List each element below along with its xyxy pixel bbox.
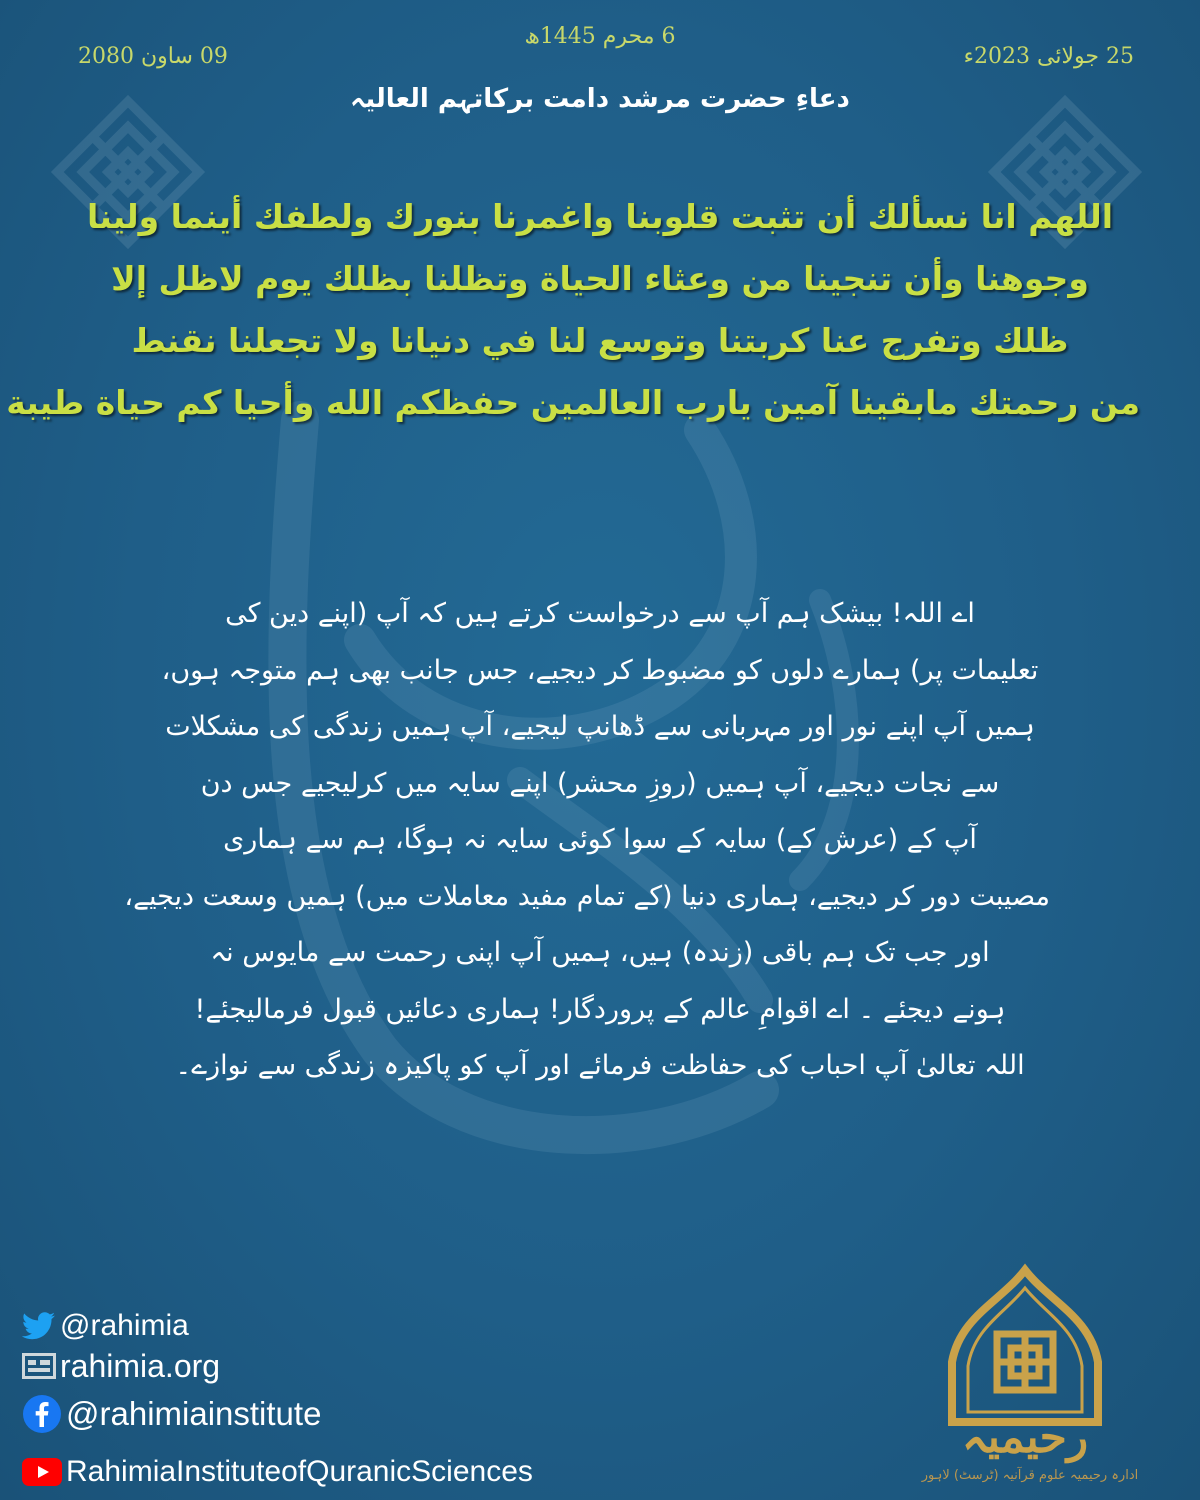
rahimia-emblem bbox=[900, 1262, 1190, 1500]
twitter-icon bbox=[22, 1312, 56, 1340]
bikrami-date: 09 ساون 2080 bbox=[78, 44, 228, 69]
urdu-line: اللہ تعالیٰ آپ احباب کی حفاظت فرمائے اور آپ کو پاکیزہ زندگی سے نوازے۔ bbox=[175, 1050, 1025, 1081]
urdu-line: اور جب تک ہم باقی (زندہ) ہیں، ہمیں آپ اپنی رحمت سے مایوس نہ bbox=[210, 937, 990, 968]
facebook-handle: @rahimiainstitute bbox=[66, 1395, 322, 1432]
youtube-icon bbox=[22, 1458, 62, 1486]
twitter-handle: @rahimia bbox=[60, 1309, 189, 1342]
arabic-line: ظلك وتفرج عنا كربتنا وتوسع لنا في دنيانا ولا تجعلنا نقنط bbox=[131, 321, 1069, 360]
hijri-date: 6 محرم 1445ھ bbox=[524, 24, 676, 49]
urdu-line: آپ کے (عرش کے) سایہ کے سوا کوئی سایہ نہ ہوگا، ہم سے ہماری bbox=[223, 824, 977, 855]
logo-wordmark: رحیمیہ bbox=[961, 1412, 1089, 1463]
page-title: دعاءِ حضرت مرشد دامت برکاتہم العالیہ bbox=[350, 84, 850, 114]
arabic-line: اللهم انا نسألك أن تثبت قلوبنا واغمرنا بنورك ولطفك أينما ولينا bbox=[86, 197, 1114, 236]
arabic-dua bbox=[6, 186, 1140, 434]
urdu-line: ہونے دیجئے ۔ اے اقوامِ عالم کے پروردگار! ہماری دعائیں قبول فرمالیجئے! bbox=[194, 993, 1006, 1025]
facebook-icon bbox=[22, 1394, 62, 1434]
urdu-translation bbox=[124, 586, 1050, 1095]
arabic-line: وجوهنا وأن تنجينا من وعثاء الحياة وتظلنا بظلك يوم لاظل إلا bbox=[111, 259, 1089, 298]
logo-caption: ادارہ رحیمیہ علوم قرآنیہ (ٹرسٹ) لاہور bbox=[921, 1468, 1139, 1483]
website-url: rahimia.org bbox=[60, 1347, 221, 1384]
facebook-link[interactable] bbox=[22, 1390, 321, 1438]
website-icon bbox=[22, 1353, 56, 1379]
rahimia-logo bbox=[900, 1262, 1190, 1500]
arabic-line: من رحمتك مابقينا آمين يارب العالمين حفظكم الله وأحيا كم حياة طيبة bbox=[6, 383, 1140, 422]
urdu-line: اے اللہ! بیشک ہم آپ سے درخواست کرتے ہیں کہ آپ (اپنے دین کی bbox=[225, 598, 975, 629]
urdu-line: ہمیں آپ اپنے نور اور مہربانی سے ڈھانپ لیجیے، آپ ہمیں زندگی کی مشکلات bbox=[165, 711, 1035, 742]
gregorian-date: 25 جولائی 2023ء bbox=[963, 44, 1134, 69]
urdu-line: تعلیمات پر) ہمارے دلوں کو مضبوط کر دیجیے، جس جانب بھی ہم متوجہ ہوں، bbox=[161, 654, 1039, 686]
urdu-line: سے نجات دیجیے، آپ ہمیں (روزِ محشر) اپنے سایہ میں کرلیجیے جس دن bbox=[200, 767, 1000, 799]
youtube-link[interactable] bbox=[22, 1448, 533, 1496]
youtube-channel: RahimiaInstituteofQuranicSciences bbox=[66, 1455, 533, 1488]
website-link[interactable] bbox=[22, 1342, 220, 1390]
urdu-line: مصیبت دور کر دیجیے، ہماری دنیا (کے تمام مفید معاملات میں) ہمیں وسعت دیجیے، bbox=[124, 880, 1050, 912]
